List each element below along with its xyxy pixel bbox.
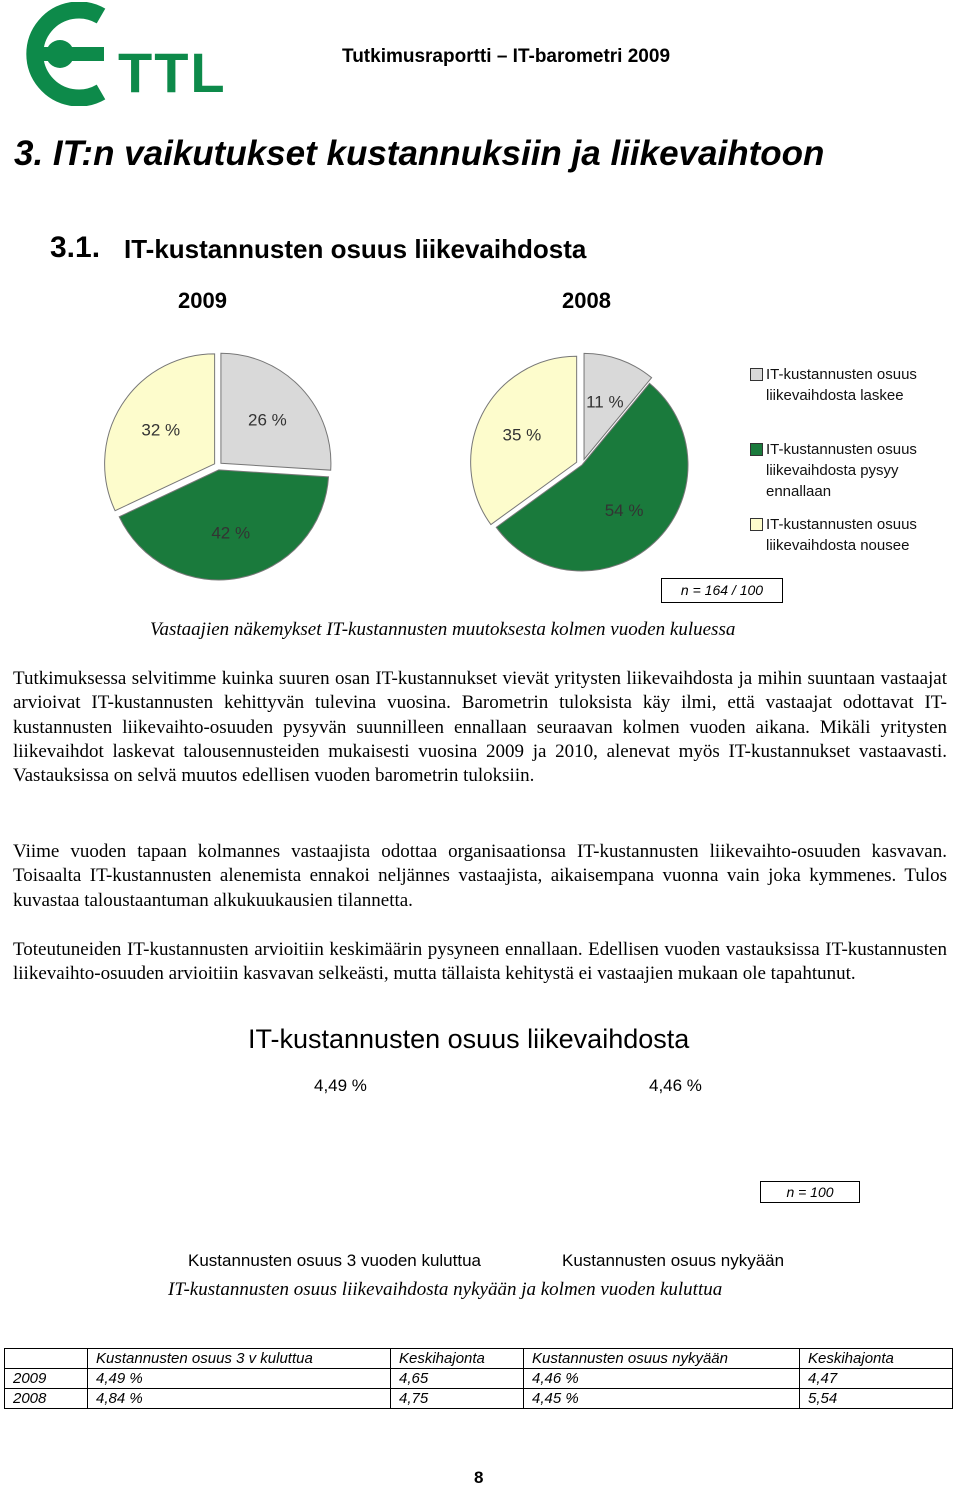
pie-2008 xyxy=(471,353,688,571)
legend-item-pysyy xyxy=(750,439,946,502)
table-cell: 2008 xyxy=(5,1389,88,1409)
legend-item-nousee xyxy=(750,514,946,556)
legend-label-laskee: IT-kustannusten osuus liikevaihdosta laskee xyxy=(766,366,917,404)
table-cell: 4,46 % xyxy=(524,1369,800,1389)
page-number: 8 xyxy=(474,1468,484,1487)
legend-label-nousee: IT-kustannusten osuus liikevaihdosta nousee xyxy=(766,516,917,554)
bar-category-2: Kustannusten osuus nykyään xyxy=(562,1251,785,1270)
table-row xyxy=(5,1369,953,1389)
table-header-cell: Keskihajonta xyxy=(391,1349,524,1369)
pie-charts xyxy=(0,340,740,590)
pie-2009-title: 2009 xyxy=(178,288,227,313)
table-cell: 4,84 % xyxy=(88,1389,391,1409)
ttl-logo-mark xyxy=(35,10,104,98)
table-cell: 4,75 xyxy=(391,1389,524,1409)
table-cell: 4,45 % xyxy=(524,1389,800,1409)
table-header-cell: Kustannusten osuus nykyään xyxy=(524,1349,800,1369)
pie-2009-label-pysyy: 42 % xyxy=(211,523,251,543)
legend-item-laskee xyxy=(750,364,946,406)
pie-2009-label-laskee: 26 % xyxy=(248,410,287,430)
subsection-title: IT-kustannusten osuus liikevaihdosta xyxy=(124,234,587,264)
pie-2008-label-laskee: 11 % xyxy=(586,392,624,412)
legend-label-pysyy: IT-kustannusten osuus liikevaihdosta pysyy ennallaan xyxy=(766,441,917,500)
pie-2009-label-nousee: 32 % xyxy=(141,420,181,440)
pie-caption: Vastaajien näkemykset IT-kustannusten muutoksesta kolmen vuoden kuluessa xyxy=(150,619,736,640)
pie-2008-title: 2008 xyxy=(562,288,611,313)
bar-caption: IT-kustannusten osuus liikevaihdosta nykyään ja kolmen vuoden kuluttua xyxy=(168,1279,723,1300)
ttl-logo xyxy=(8,2,238,106)
bar-2 xyxy=(590,1114,750,1230)
subsection-number: 3.1. xyxy=(50,231,101,264)
legend-swatch-nousee xyxy=(750,518,763,531)
logo-text: TTL xyxy=(118,41,227,104)
bar-1 xyxy=(270,1113,430,1230)
table-cell: 2009 xyxy=(5,1369,88,1389)
legend-swatch-laskee xyxy=(750,368,763,381)
bar-series xyxy=(270,1113,750,1230)
pie-2008-label-nousee: 35 % xyxy=(502,425,542,445)
table-header-row xyxy=(5,1349,953,1369)
table-cell: 4,49 % xyxy=(88,1369,391,1389)
table-header-cell: Keskihajonta xyxy=(800,1349,953,1369)
report-title: Tutkimusraportti – IT-barometri 2009 xyxy=(342,46,671,67)
table-cell: 5,54 xyxy=(800,1389,953,1409)
pie-n-note: n = 164 / 100 xyxy=(661,578,783,603)
bar-value-label-2: 4,46 % xyxy=(649,1076,702,1095)
bar-n-note: n = 100 xyxy=(760,1181,860,1203)
bar-value-label-1: 4,49 % xyxy=(314,1076,367,1095)
cost-table xyxy=(4,1348,953,1409)
bar-category-1: Kustannusten osuus 3 vuoden kuluttua xyxy=(188,1251,481,1270)
table-header-cell: Kustannusten osuus 3 v kuluttua xyxy=(88,1349,391,1369)
section-title: 3. IT:n vaikutukset kustannuksiin ja liikevaihtoon xyxy=(14,134,825,173)
paragraph-2: Viime vuoden tapaan kolmannes vastaajista odottaa organisaationsa IT-kustannusten liikevaihto-osuuden kasvavan. Toisaalta IT-kustannusten alenemista ennakoi neljännes vastaajista, aikaisempana vuonna vain joka kymmenes. Tulos kuvastaa taloustaantuman alkukuukausien tilannetta. xyxy=(13,841,947,911)
bar-chart-plot xyxy=(170,1100,870,1240)
bar-chart-title: IT-kustannusten osuus liikevaihdosta xyxy=(248,1024,690,1054)
table-row xyxy=(5,1389,953,1409)
paragraph-1: Tutkimuksessa selvitimme kuinka suuren osan IT-kustannukset vievät yritysten liikevaihdosta ja mihin suuntaan vastaajat arvioivat IT-kustannusten kehittyvän tulevina vuosina. Barometrin tuloksista käy ilmi, että vastaajat odottavat IT-kustannusten liikevaihto-osuuden pysyvän suunnilleen ennallaan seuraavan kolmen vuoden aikana. Mikäli yritysten liikevaihdot laskevat talousennusteiden mukaisesti vuosina 2009 ja 2010, alenevat myös IT-kustannukset vastaavasti. Vastauksissa on selvä muutos edellisen vuoden barometrin tuloksiin. xyxy=(13,668,947,787)
paragraph-3: Toteutuneiden IT-kustannusten arvioitiin keskimäärin pysyneen ennallaan. Edellisen vuoden vastauksissa IT-kustannusten liikevaihto-osuuden arvioitiin kasvavan selkeästi, mutta tällaista kehitystä ei vastaajien mukaan ole tapahtunut. xyxy=(13,939,947,985)
pie-2008-label-pysyy: 54 % xyxy=(604,500,644,520)
legend-swatch-pysyy xyxy=(750,443,763,456)
pie-2009 xyxy=(105,353,331,580)
table-cell: 4,47 xyxy=(800,1369,953,1389)
table-header-cell xyxy=(5,1349,88,1369)
table-cell: 4,65 xyxy=(391,1369,524,1389)
